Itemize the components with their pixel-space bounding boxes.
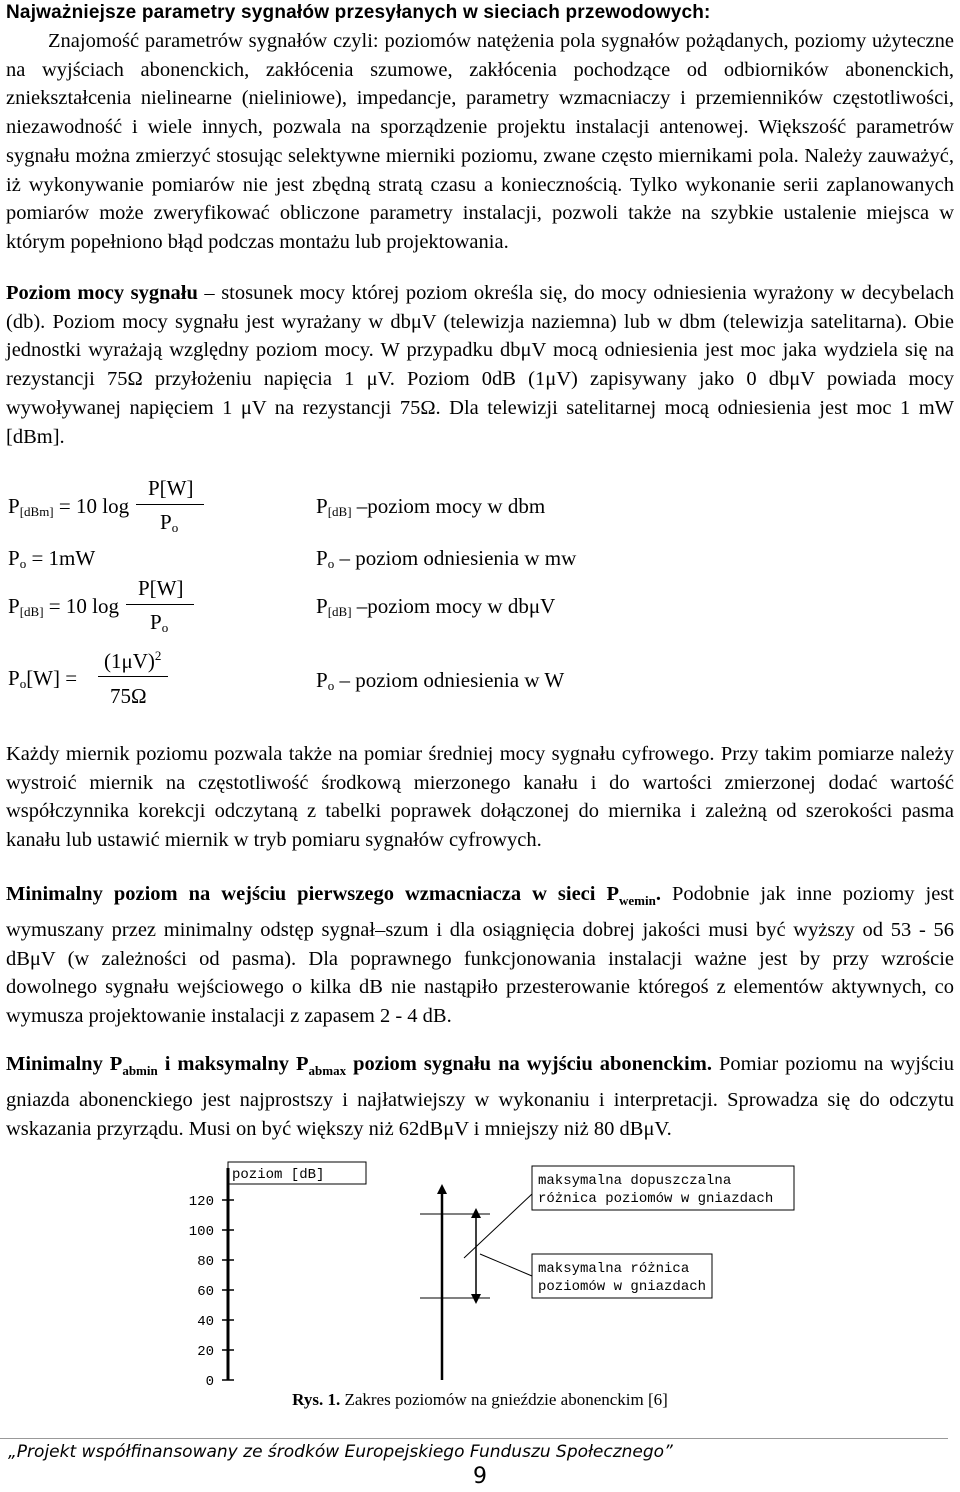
formula-db-denominator — [150, 610, 168, 636]
section-heading: Najważniejsze parametry sygnałów przesyłanych w sieciach przewodowych: — [6, 2, 711, 23]
axis-tick-label: 100 — [188, 1224, 214, 1240]
symbol-p: P — [8, 546, 20, 570]
formula-po-w-numerator — [104, 648, 161, 674]
definition-p-dbm — [316, 494, 545, 520]
symbol-p: P — [316, 546, 328, 570]
definition-text: – poziom odniesienia w mw — [334, 546, 577, 570]
fraction-line — [136, 504, 204, 505]
formula-po-mw — [8, 546, 95, 572]
fraction-line — [126, 604, 194, 605]
axis-tick-label: 0 — [205, 1374, 214, 1388]
paragraph-min-level — [6, 880, 954, 1031]
subscript: o — [161, 620, 169, 635]
axis-tick-label: 80 — [197, 1254, 214, 1270]
equals-sign: [W] = — [26, 666, 78, 690]
power-level-definition: – stosunek mocy której poziom określa się, do mocy odniesienia wyrażony w decybelach (db). Poziom mocy sygnału jest wyrażany w dbμV (telewizja naziemna) lub w dbm (telewizja satelitarna). Obie jednostki wyrażają względny poziom mocy. W przypadku dbμV mocą odniesienia jest moc jaka wydziela się na rezystancji 75Ω przyłożeniu napięcia 1 μV. Poziom 0dB (1μV) zapisywany jako 0 dbμV powiada mocy wywoływanej napięciem 1 μV na rezystancji 75Ω. Dla telewizji satelitarnej mocą odniesienia jest moc 1 mW [dBm]. — [6, 282, 954, 448]
term-text: poziom sygnału na wyjściu abonenckim. — [346, 1053, 712, 1075]
subscript: [dB] — [327, 504, 352, 519]
label-max-diff-line2: różnica poziomów w gniazdach — [538, 1191, 774, 1207]
formula-po-w-denominator: 75Ω — [110, 684, 147, 708]
formula-db — [8, 594, 119, 620]
term-subscriber-levels — [6, 1053, 712, 1079]
symbol-p: P — [8, 494, 20, 518]
equals-log: = 10 log — [48, 594, 119, 618]
subscriber-levels-text: Pomiar poziomu na wyjściu gniazda abonenckiego jest najprostszy i najłatwiejszy w wykonaniu i interpretacji. Sprowadza się do odczytu wskazania przyrządu. Musi on być większy niż 62dBμV i mniejszy niż 80 dBμV. — [6, 1053, 954, 1140]
paragraph-digital-measurement: Każdy miernik poziomu pozwala także na pomiar średniej mocy sygnału cyfrowego. Przy takim pomiarze należy wystroić miernik na częstotliwość środkową mierzonego kanału i do wartości zmierzonej dodać wartość współczynnika korekcji odczytaną z tabelki poprawek dołączonej do miernika i zależną od szerokości pasma kanału lub ustawić miernik w tryb pomiaru sygnałów cyfrowych. — [6, 743, 954, 852]
definition-po-mw — [316, 546, 576, 572]
axis-tick-label: 120 — [188, 1194, 214, 1210]
symbol-p: P — [8, 666, 20, 690]
term-min-level — [6, 883, 661, 909]
subscript: abmax — [308, 1063, 347, 1079]
subscript: [dBm] — [19, 504, 54, 519]
formula-dbm-numerator: P[W] — [148, 476, 194, 500]
arrow-up-icon — [471, 1208, 481, 1218]
page-number: 9 — [473, 1464, 487, 1489]
formula-block — [0, 470, 960, 720]
subscript: wemin — [619, 893, 656, 909]
exponent: 2 — [154, 648, 162, 663]
paragraph-intro: Znajomość parametrów sygnałów czyli: poziomów natężenia pola sygnałów pożądanych, poziomy użyteczne na wyjściach abonenckich, zakłócenia szumowe, zakłócenia pochodzące od odbiorników abonenckich, zniekształcenia nielinearne (nieliniowe), impedancje, parametry wzmacniaczy i przemienników częstotliwości, niezawodność i wiele innych, pozwala na sporządzenie projektu instalacji antenowej. Większość parametrów sygnału można zmierzyć stosując selektywne mierniki poziomu, zwane często miernikami pola. Należy zauważyć, iż wykonywanie pomiarów nie jest zbędną stratą czasu a koniecznością. Tylko wykonanie serii zaplanowanych pomiarów może zweryfikować obliczone parametry instalacji, pozwoli także na szybkie ustalenie miejsca w którym popełniono błąd podczas montażu lub projektowania. — [6, 30, 954, 253]
formula-po-w — [8, 666, 77, 692]
formula-dbm — [8, 494, 129, 520]
definition-p-db — [316, 594, 555, 620]
fraction-line — [98, 676, 168, 677]
symbol-p: P — [160, 510, 172, 534]
symbol-p: P — [316, 668, 328, 692]
caption-text: Zakres poziomów na gnieździe abonenckim [6] — [340, 1390, 668, 1409]
formula-dbm-denominator — [160, 510, 178, 536]
label-max-diff-line1: maksymalna dopuszczalna — [538, 1173, 732, 1189]
symbol-p: P — [316, 494, 328, 518]
term-power-level: Poziom mocy sygnału — [6, 282, 198, 304]
axis-tick-label: 20 — [197, 1344, 214, 1360]
min-level-text: Podobnie jak inne poziomy jest wymuszany przez minimalny odstęp sygnał–szum i dla osiągnięcia dobrej jakości musi być wyższy od 53 - 56 dBμV (w zależności od pasma). Dla poprawnego funkcjonowania instalacji ważne jest by przy wzroście dowolnego sygnału wejściowego o kilka dB nie nastąpiło przesterowanie któregoś z elementów aktywnych, co wymusza projektowanie instalacji z zapasem 2 - 4 dB. — [6, 883, 954, 1027]
definition-text: –poziom mocy w dbm — [351, 494, 546, 518]
subscript: [dB] — [327, 604, 352, 619]
leader-line — [480, 1254, 532, 1276]
symbol-p: P — [316, 594, 328, 618]
axis-tick-label: 40 — [197, 1314, 214, 1330]
label-diff-line1: maksymalna różnica — [538, 1261, 690, 1277]
subscript: abmin — [122, 1063, 158, 1079]
term-text: Minimalny poziom na wejściu pierwszego wzmacniacza w sieci P — [6, 883, 619, 905]
footer-text: „Projekt współfinansowany ze środków Europejskiego Funduszu Społecznego” — [8, 1442, 673, 1462]
footer-divider — [0, 1438, 948, 1439]
level-range-figure — [180, 1158, 940, 1388]
definition-text: – poziom odniesienia w W — [334, 668, 565, 692]
arrow-down-icon — [471, 1294, 481, 1304]
subscript: [dB] — [19, 604, 44, 619]
term-text: Minimalny P — [6, 1053, 123, 1075]
symbol-p: P — [8, 594, 20, 618]
definition-po-w — [316, 668, 564, 694]
paragraph-power-level — [6, 279, 954, 451]
subscript: o — [327, 678, 335, 693]
subscript: o — [19, 676, 27, 691]
subscript: o — [327, 556, 335, 571]
term-text: i maksymalny P — [157, 1053, 309, 1075]
arrow-up-icon — [437, 1184, 447, 1194]
label-diff-line2: poziomów w gniazdach — [538, 1279, 707, 1295]
leader-line — [464, 1194, 532, 1258]
definition-text: –poziom mocy w dbμV — [351, 594, 556, 618]
equals-value: = 1mW — [31, 546, 96, 570]
formula-db-numerator: P[W] — [138, 576, 184, 600]
numerator: (1μV) — [104, 649, 155, 673]
subscript: o — [19, 556, 27, 571]
equals-log: = 10 log — [58, 494, 130, 518]
subscript: o — [171, 520, 179, 535]
caption-label: Rys. 1. — [292, 1390, 341, 1409]
axis-tick-label: 60 — [197, 1284, 214, 1300]
paragraph-subscriber-levels — [6, 1050, 954, 1143]
symbol-p: P — [150, 610, 162, 634]
axis-title: poziom [dB] — [232, 1167, 325, 1183]
figure-caption — [0, 1390, 960, 1410]
term-end: . — [655, 883, 661, 905]
